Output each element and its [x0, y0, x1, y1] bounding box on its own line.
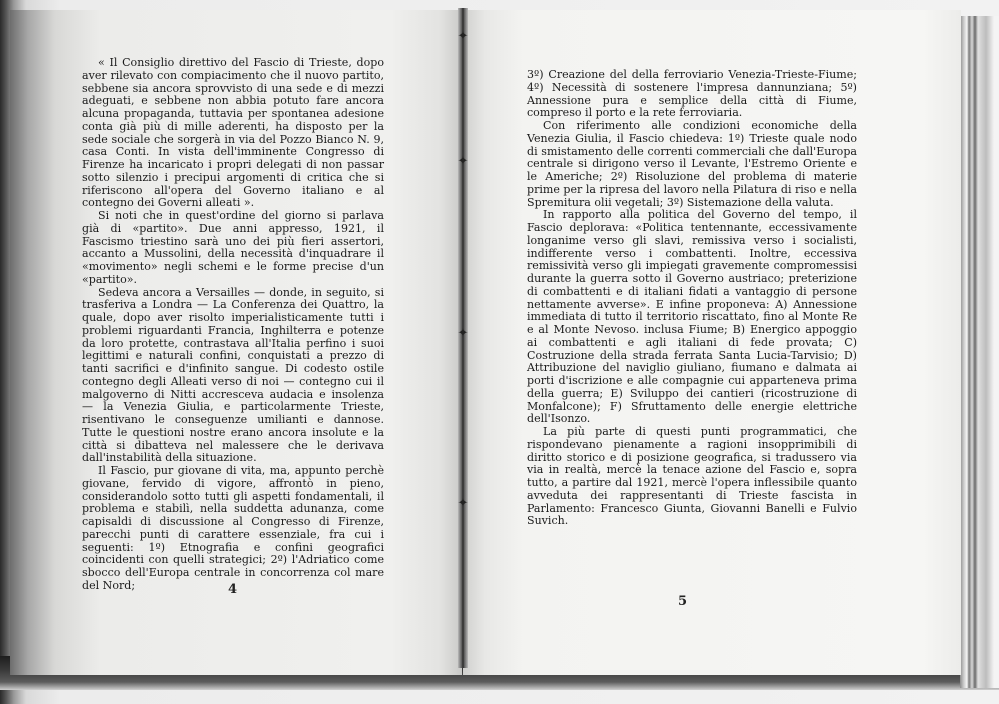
paragraph: Con riferimento alle condizioni economiche della Venezia Giulia, il Fascio chiedeva: 1º) Trieste quale nodo di smistamento delle correnti commerciali che dall'Europa centrale si dirigono verso il Levante, l'Estremo Oriente e le Americhe; 2º) Risoluzione del problema di materie prime per la ripresa del lavoro nella Pilatura di riso e nella Spremitura olii vegetali; 3º) Sistemazione della valuta. [527, 119, 857, 209]
left-page [10, 10, 462, 675]
paragraph: La più parte di questi punti programmatici, che rispondevano pienamente a ragioni insopprimibili di diritto storico e di posizione geografica, si tradussero via via in realtà, mercè la tenace azione del Fascio e, sopra tutto, a partire dal 1921, mercè l'opera inflessibile quanto avveduta dei rappresentanti di Trieste fascista in Parlamento: Francesco Giunta, Giovanni Banelli e Fulvio Suvich. [527, 425, 857, 528]
page-edges [960, 16, 999, 688]
binding-stitch-icon: ✦ [457, 29, 469, 44]
paragraph: Il Fascio, pur giovane di vita, ma, appunto perchè giovane, fervido di vigore, affrontò in pieno, considerandolo sotto tutti gli aspetti fondamentali, il problema e stabilì, nella suddetta adunanza, come capisaldi di discussione al Congresso di Firenze, parecchi punti di carattere essenziale, fra cui i seguenti: 1º) Etnografia e confini geografici coincidenti con quelli strategici; 2º) l'Adriatico come sbocco dell'Europa centrale in concorrenza col mare del Nord; [82, 464, 384, 592]
page-number: 5 [678, 594, 688, 609]
paragraph: Si noti che in quest'ordine del giorno si parlava già di «partito». Due anni appresso, 1921, il Fascismo triestino sarà uno dei più fieri assertori, accanto a Mussolini, della necessità d'inquadrare il «movimento» negli schemi e le forme precise d'un «partito». [82, 209, 384, 286]
left-page-text [82, 57, 384, 593]
paragraph: « Il Consiglio direttivo del Fascio di Trieste, dopo aver rilevato con compiacimento che il nuovo partito, sebbene sia ancora sprovvisto di una sede e di mezzi adeguati, e sebbene non abbia potuto fare ancora alcuna propaganda, tuttavia per spontanea adesione conta già più di mille aderenti, ha disposto per la sede sociale che sorgerà in via del Pozzo Bianco N. 9, casa Conti. In vista dell'imminente Congresso di Firenze ha incaricato i propri delegati di non passar sotto silenzio i precipui argomenti di critica che si riferiscono all'opera del Governo italiano e al contegno dei Governi alleati ». [82, 56, 384, 210]
paragraph: 3º) Creazione del della ferroviario Venezia-Trieste-Fiume; 4º) Necessità di sostenere l'impresa dannunziana; 5º) Annessione pura e semplice della città di Fiume, compreso il porto e la rete ferroviaria. [527, 68, 857, 120]
paragraph: In rapporto alla politica del Governo del tempo, il Fascio deplorava: «Politica tentennante, eccessivamente longanime verso gli slavi, remissiva verso i socialisti, indifferente verso i combattenti. Inoltre, eccessiva remissività verso gli impiegati gravemente compromessisi durante la guerra sotto il Governo austriaco; preterizione di combattenti e di italiani fidati a vantaggio di persone nettamente avverse». E infine proponeva: A) Annessione immediata di tutto il territorio riscattato, fino al Monte Re e al Monte Nevoso. inclusa Fiume; B) Energico appoggio ai combattenti e agli italiani di fede provata; C) Costruzione della strada ferrata Santa Lucia-Tarvisio; D) Attribuzione del naviglio giuliano, fiumano e dalmata ai porti d'iscrizione e alle compagnie cui apparteneva prima della guerra; E) Sviluppo dei cantieri (ricostruzione di Monfalcone); F) Sfruttamento delle energie elettriche dell'Isonzo. [527, 208, 857, 426]
page-number: 4 [228, 582, 238, 597]
binding-stitch-icon: ✦ [457, 496, 469, 511]
right-page [463, 10, 961, 675]
right-page-text [527, 69, 857, 528]
binding-stitch-icon: ✦ [457, 326, 469, 341]
binding-stitch-icon: ✦ [457, 154, 469, 169]
paragraph: Sedeva ancora a Versailles — donde, in seguito, si trasferiva a Londra — La Conferenza dei Quattro, la quale, dopo aver risolto imperialisticamente tutti i problemi riguardanti Francia, Inghilterra e potenze da loro protette, contrastava all'Italia perfino i suoi legittimi e naturali confini, conquistati a prezzo di tanti sacrifici e d'infinito sangue. Di codesto ostile contegno degli Alleati verso di noi — contegno cui il malgoverno di Nitti accresceva audacia e insolenza — la Venezia Giulia, e particolarmente Trieste, risentivano le conseguenze umilianti e dannose. Tutte le questioni nostre erano ancora insolute e la città si dibatteva nel malessere che le derivava dall'instabilità della situazione. [82, 285, 384, 465]
